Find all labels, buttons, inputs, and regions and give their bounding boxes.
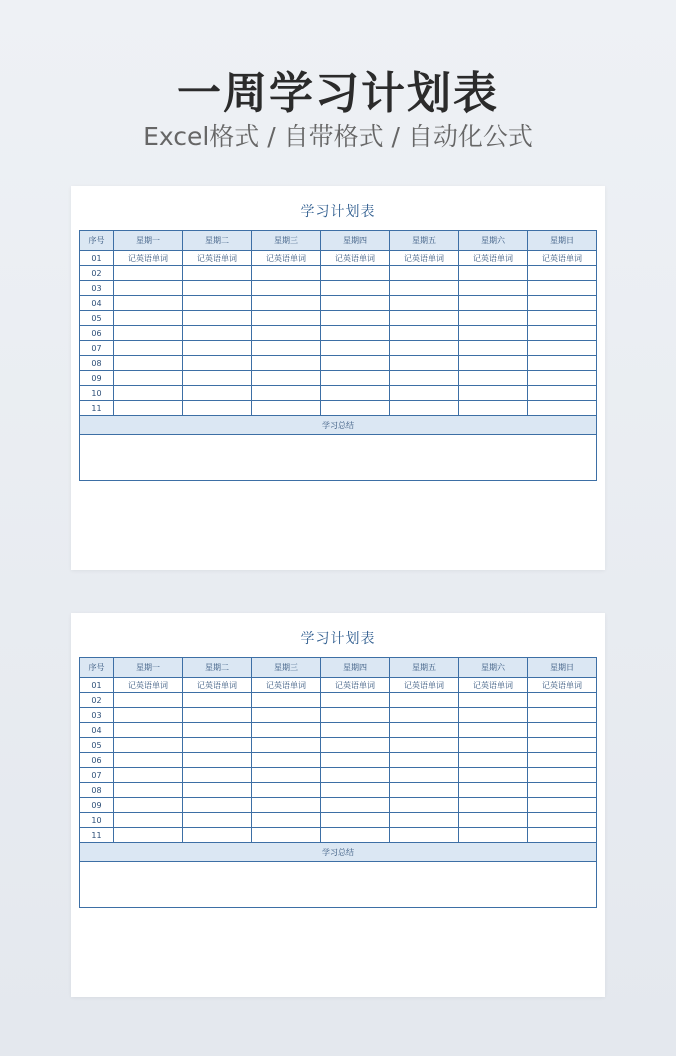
plan-cell[interactable] <box>459 281 528 296</box>
plan-cell[interactable] <box>183 296 252 311</box>
plan-cell[interactable] <box>252 828 321 843</box>
table-row <box>80 386 597 401</box>
plan-cell[interactable] <box>321 753 390 768</box>
plan-cell[interactable] <box>252 783 321 798</box>
row-index: 03 <box>80 708 114 723</box>
page-title: 一周学习计划表 <box>177 68 499 119</box>
plan-cell[interactable] <box>321 783 390 798</box>
plan-cell[interactable] <box>390 768 459 783</box>
plan-cell[interactable] <box>183 783 252 798</box>
plan-cell[interactable] <box>528 753 597 768</box>
plan-cell[interactable] <box>183 386 252 401</box>
table-header <box>80 231 597 251</box>
plan-cell[interactable] <box>528 356 597 371</box>
plan-cell[interactable] <box>183 371 252 386</box>
plan-cell[interactable] <box>528 296 597 311</box>
study-plan-table <box>79 657 597 908</box>
plan-cell[interactable] <box>321 813 390 828</box>
plan-cell[interactable] <box>390 783 459 798</box>
plan-cell[interactable]: 记英语单词 <box>321 251 390 266</box>
plan-cell[interactable] <box>114 753 183 768</box>
plan-cell[interactable] <box>528 386 597 401</box>
plan-cell[interactable] <box>321 401 390 416</box>
plan-cell[interactable] <box>390 386 459 401</box>
plan-cell[interactable] <box>252 386 321 401</box>
plan-cell[interactable] <box>321 386 390 401</box>
plan-cell[interactable] <box>459 738 528 753</box>
plan-cell[interactable] <box>183 311 252 326</box>
plan-cell[interactable] <box>183 693 252 708</box>
row-index: 01 <box>80 251 114 266</box>
plan-cell[interactable] <box>183 753 252 768</box>
plan-cell[interactable] <box>321 723 390 738</box>
plan-cell[interactable] <box>390 798 459 813</box>
plan-cell[interactable] <box>321 828 390 843</box>
column-header-day: 星期二 <box>183 231 252 251</box>
plan-cell[interactable] <box>183 828 252 843</box>
plan-cell[interactable] <box>252 693 321 708</box>
plan-cell[interactable] <box>459 708 528 723</box>
plan-cell[interactable] <box>114 783 183 798</box>
plan-cell[interactable] <box>459 693 528 708</box>
plan-cell[interactable] <box>390 708 459 723</box>
plan-cell[interactable] <box>252 311 321 326</box>
table-row <box>80 401 597 416</box>
plan-cell[interactable] <box>528 311 597 326</box>
plan-cell[interactable] <box>114 693 183 708</box>
plan-cell[interactable] <box>114 798 183 813</box>
plan-cell[interactable] <box>252 813 321 828</box>
plan-cell[interactable] <box>528 798 597 813</box>
plan-cell[interactable] <box>114 281 183 296</box>
row-index: 08 <box>80 783 114 798</box>
plan-cell[interactable] <box>459 753 528 768</box>
plan-cell[interactable] <box>183 281 252 296</box>
row-index: 09 <box>80 371 114 386</box>
plan-cell[interactable] <box>252 738 321 753</box>
sheet-title: 学习计划表 <box>300 631 376 647</box>
plan-cell[interactable] <box>390 753 459 768</box>
plan-cell[interactable]: 记英语单词 <box>252 678 321 693</box>
plan-cell[interactable] <box>459 828 528 843</box>
plan-cell[interactable] <box>252 753 321 768</box>
plan-cell[interactable] <box>390 356 459 371</box>
column-header-day: 星期五 <box>390 658 459 678</box>
plan-cell[interactable] <box>252 371 321 386</box>
plan-cell[interactable] <box>390 341 459 356</box>
study-plan-table <box>79 230 597 481</box>
plan-cell[interactable]: 记英语单词 <box>252 251 321 266</box>
table-row <box>80 693 597 708</box>
plan-cell[interactable] <box>252 266 321 281</box>
row-index: 07 <box>80 341 114 356</box>
summary-label: 学习总结 <box>80 416 597 435</box>
plan-cell[interactable] <box>390 281 459 296</box>
column-header-index: 序号 <box>80 658 114 678</box>
column-header-day: 星期三 <box>252 231 321 251</box>
row-index: 05 <box>80 738 114 753</box>
plan-cell[interactable] <box>528 326 597 341</box>
plan-cell[interactable] <box>252 281 321 296</box>
column-header-index: 序号 <box>80 231 114 251</box>
row-index: 04 <box>80 723 114 738</box>
plan-cell[interactable] <box>252 326 321 341</box>
table-row <box>80 341 597 356</box>
plan-cell[interactable] <box>114 386 183 401</box>
column-header-day: 星期日 <box>528 658 597 678</box>
table-row <box>80 723 597 738</box>
plan-cell[interactable] <box>183 401 252 416</box>
plan-cell[interactable] <box>114 738 183 753</box>
table-row <box>80 678 597 693</box>
row-index: 01 <box>80 678 114 693</box>
plan-cell[interactable] <box>459 326 528 341</box>
plan-cell[interactable] <box>390 296 459 311</box>
plan-cell[interactable] <box>321 311 390 326</box>
plan-cell[interactable] <box>459 813 528 828</box>
plan-cell[interactable] <box>528 693 597 708</box>
plan-cell[interactable]: 记英语单词 <box>390 251 459 266</box>
plan-cell[interactable] <box>114 311 183 326</box>
plan-cell[interactable]: 记英语单词 <box>528 251 597 266</box>
plan-cell[interactable] <box>114 828 183 843</box>
plan-cell[interactable] <box>459 296 528 311</box>
page-subtitle: Excel格式 / 自带格式 / 自动化公式 <box>143 122 533 151</box>
plan-cell[interactable] <box>252 768 321 783</box>
row-index: 11 <box>80 401 114 416</box>
plan-cell[interactable]: 记英语单词 <box>528 678 597 693</box>
table-row <box>80 783 597 798</box>
plan-cell[interactable] <box>321 371 390 386</box>
plan-cell[interactable] <box>459 311 528 326</box>
sheet-preview-1 <box>71 186 605 570</box>
column-header-day: 星期二 <box>183 658 252 678</box>
table-row <box>80 768 597 783</box>
plan-cell[interactable] <box>528 738 597 753</box>
plan-cell[interactable]: 记英语单词 <box>114 251 183 266</box>
row-index: 06 <box>80 753 114 768</box>
plan-cell[interactable] <box>459 798 528 813</box>
summary-area[interactable] <box>80 435 597 481</box>
table-body <box>80 251 597 416</box>
table-row <box>80 266 597 281</box>
plan-cell[interactable] <box>114 768 183 783</box>
table-row <box>80 798 597 813</box>
column-header-day: 星期六 <box>459 658 528 678</box>
plan-cell[interactable] <box>183 266 252 281</box>
plan-cell[interactable] <box>459 371 528 386</box>
plan-cell[interactable] <box>459 266 528 281</box>
row-index: 06 <box>80 326 114 341</box>
row-index: 03 <box>80 281 114 296</box>
table-row <box>80 311 597 326</box>
plan-cell[interactable] <box>390 693 459 708</box>
column-header-day: 星期五 <box>390 231 459 251</box>
plan-cell[interactable] <box>183 768 252 783</box>
plan-cell[interactable] <box>252 723 321 738</box>
plan-cell[interactable] <box>459 723 528 738</box>
plan-cell[interactable] <box>528 281 597 296</box>
table-row <box>80 356 597 371</box>
table-row <box>80 753 597 768</box>
plan-cell[interactable] <box>528 768 597 783</box>
row-index: 02 <box>80 266 114 281</box>
plan-cell[interactable] <box>321 326 390 341</box>
plan-cell[interactable] <box>183 723 252 738</box>
row-index: 04 <box>80 296 114 311</box>
plan-cell[interactable] <box>321 296 390 311</box>
plan-cell[interactable] <box>114 296 183 311</box>
plan-cell[interactable] <box>114 708 183 723</box>
plan-cell[interactable] <box>459 386 528 401</box>
plan-cell[interactable] <box>528 401 597 416</box>
plan-cell[interactable] <box>390 738 459 753</box>
plan-cell[interactable] <box>321 281 390 296</box>
table-row <box>80 708 597 723</box>
plan-cell[interactable] <box>390 311 459 326</box>
plan-cell[interactable] <box>390 266 459 281</box>
plan-cell[interactable] <box>252 356 321 371</box>
plan-cell[interactable] <box>528 783 597 798</box>
plan-cell[interactable] <box>252 341 321 356</box>
table-row <box>80 281 597 296</box>
plan-cell[interactable] <box>114 341 183 356</box>
plan-cell[interactable]: 记英语单词 <box>459 251 528 266</box>
plan-cell[interactable] <box>114 326 183 341</box>
plan-cell[interactable] <box>183 356 252 371</box>
plan-cell[interactable] <box>321 798 390 813</box>
table-row <box>80 326 597 341</box>
column-header-day: 星期一 <box>114 231 183 251</box>
plan-cell[interactable]: 记英语单词 <box>114 678 183 693</box>
plan-cell[interactable] <box>390 813 459 828</box>
plan-cell[interactable] <box>114 723 183 738</box>
plan-cell[interactable] <box>459 768 528 783</box>
plan-cell[interactable] <box>528 813 597 828</box>
table-row <box>80 828 597 843</box>
plan-cell[interactable] <box>183 738 252 753</box>
plan-cell[interactable] <box>459 783 528 798</box>
plan-cell[interactable] <box>528 708 597 723</box>
plan-cell[interactable] <box>321 768 390 783</box>
plan-cell[interactable] <box>183 813 252 828</box>
plan-cell[interactable] <box>183 326 252 341</box>
plan-cell[interactable] <box>321 738 390 753</box>
column-header-day: 星期四 <box>321 658 390 678</box>
plan-cell[interactable]: 记英语单词 <box>183 251 252 266</box>
column-header-day: 星期三 <box>252 658 321 678</box>
plan-cell[interactable] <box>390 371 459 386</box>
column-header-day: 星期六 <box>459 231 528 251</box>
plan-cell[interactable] <box>252 798 321 813</box>
table-row <box>80 371 597 386</box>
column-header-day: 星期一 <box>114 658 183 678</box>
table-row <box>80 251 597 266</box>
row-index: 02 <box>80 693 114 708</box>
plan-cell[interactable] <box>459 401 528 416</box>
plan-cell[interactable] <box>183 708 252 723</box>
plan-cell[interactable] <box>321 266 390 281</box>
row-index: 09 <box>80 798 114 813</box>
sheet-title: 学习计划表 <box>300 204 376 220</box>
column-header-day: 星期四 <box>321 231 390 251</box>
plan-cell[interactable]: 记英语单词 <box>183 678 252 693</box>
plan-cell[interactable] <box>459 341 528 356</box>
row-index: 11 <box>80 828 114 843</box>
plan-cell[interactable] <box>390 326 459 341</box>
plan-cell[interactable]: 记英语单词 <box>321 678 390 693</box>
row-index: 10 <box>80 386 114 401</box>
table-row <box>80 813 597 828</box>
plan-cell[interactable] <box>321 356 390 371</box>
plan-cell[interactable] <box>183 341 252 356</box>
plan-cell[interactable] <box>528 828 597 843</box>
plan-cell[interactable] <box>114 401 183 416</box>
plan-cell[interactable] <box>390 723 459 738</box>
plan-cell[interactable] <box>252 401 321 416</box>
plan-cell[interactable]: 记英语单词 <box>390 678 459 693</box>
plan-cell[interactable] <box>390 401 459 416</box>
row-index: 07 <box>80 768 114 783</box>
plan-cell[interactable] <box>321 341 390 356</box>
plan-cell[interactable] <box>528 723 597 738</box>
summary-label: 学习总结 <box>80 843 597 862</box>
plan-cell[interactable] <box>114 266 183 281</box>
plan-cell[interactable] <box>252 296 321 311</box>
plan-cell[interactable] <box>252 708 321 723</box>
plan-cell[interactable] <box>114 813 183 828</box>
plan-cell[interactable] <box>114 356 183 371</box>
plan-cell[interactable] <box>528 371 597 386</box>
plan-cell[interactable] <box>528 266 597 281</box>
plan-cell[interactable] <box>321 708 390 723</box>
row-index: 10 <box>80 813 114 828</box>
summary-area[interactable] <box>80 862 597 908</box>
column-header-day: 星期日 <box>528 231 597 251</box>
plan-cell[interactable]: 记英语单词 <box>459 678 528 693</box>
table-header <box>80 658 597 678</box>
table-body <box>80 678 597 843</box>
plan-cell[interactable] <box>390 828 459 843</box>
plan-cell[interactable] <box>183 798 252 813</box>
plan-cell[interactable] <box>528 341 597 356</box>
sheet-preview-2 <box>71 613 605 997</box>
plan-cell[interactable] <box>459 356 528 371</box>
plan-cell[interactable] <box>114 371 183 386</box>
row-index: 08 <box>80 356 114 371</box>
plan-cell[interactable] <box>321 693 390 708</box>
table-row <box>80 296 597 311</box>
table-row <box>80 738 597 753</box>
row-index: 05 <box>80 311 114 326</box>
